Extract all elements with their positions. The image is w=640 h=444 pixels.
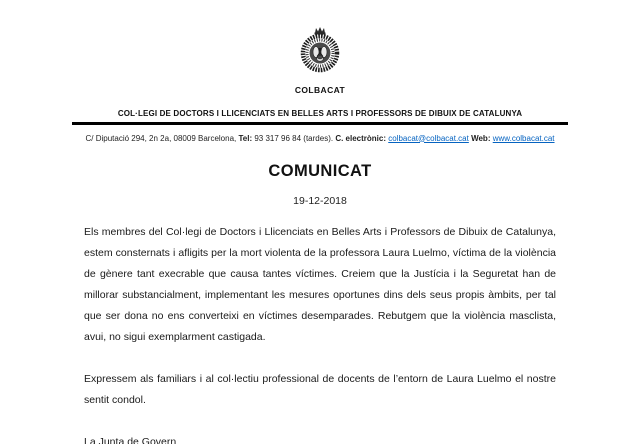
body-paragraph-2: Expressem als familiars i al col·lectiu professional de docents de l’entorn de Laura Luelmo el nostre sentit condol. <box>84 372 556 406</box>
document-title: COMUNICAT <box>268 161 372 180</box>
document-date: 19-12-2018 <box>293 194 347 207</box>
tel-value: 93 317 96 84 (tardes). <box>254 133 334 143</box>
address-text: C/ Diputació 294, 2n 2a, 08009 Barcelona, <box>85 133 237 143</box>
email-label: C. electrònic: <box>335 133 386 143</box>
email-link[interactable]: colbacat@colbacat.cat <box>388 133 469 143</box>
org-full-name: COL·LEGI DE DOCTORS I LLICENCIATS EN BELLES ARTS I PROFESSORS DE DIBUIX DE CATALUNYA <box>117 109 523 118</box>
web-label: Web: <box>471 133 491 143</box>
signature-line: La Junta de Govern <box>84 435 177 444</box>
header-divider-rule <box>72 122 568 125</box>
body-paragraph-1: Els membres del Col·legi de Doctors i Llicenciats en Belles Arts i Professors de Dibuix de Catalunya, estem consternats i afligits per la mort violenta de la professora Laura Luelmo, víctima de la violència de gènere tant execrable que causa tantes víctimes. Creiem que la Justícia i la Seguretat han de millorar substancialment, implementant les mesures oportunes dins dels seus propis àmbits, per tal que ser dona no ens converteixi en víctimes desemparades. Rebutgem que la violència masclista, avui, no sigui exemplarment castigada. <box>84 225 556 343</box>
contact-line <box>0 134 640 143</box>
org-short-name: COLBACAT <box>294 85 346 95</box>
logo-container <box>0 0 640 74</box>
web-link[interactable]: www.colbacat.cat <box>492 133 555 143</box>
tel-label: Tel: <box>238 133 253 143</box>
document-body <box>84 222 556 444</box>
colbacat-seal-icon <box>299 61 341 78</box>
